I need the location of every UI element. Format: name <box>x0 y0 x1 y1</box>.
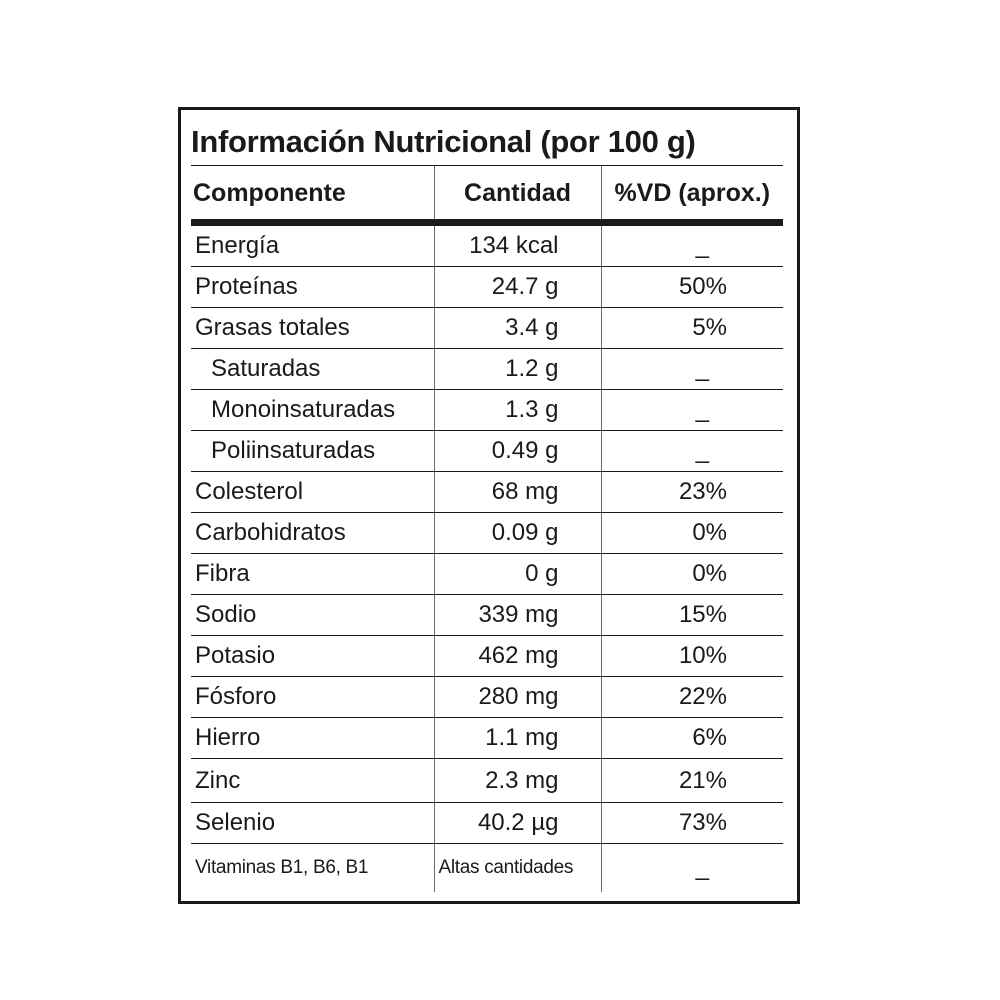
nutrient-daily-value: 50% <box>601 266 783 307</box>
nutrient-name: Energía <box>191 222 434 266</box>
nutrient-daily-value: 0% <box>601 553 783 594</box>
nutrient-daily-value: 5% <box>601 307 783 348</box>
table-row <box>191 758 783 802</box>
nutrient-amount: 339 mg <box>434 594 601 635</box>
nutrient-daily-value: _ <box>601 389 783 430</box>
nutrient-daily-value: _ <box>601 843 783 892</box>
table-row <box>191 266 783 307</box>
column-header-daily-value: %VD (aprox.) <box>601 166 783 222</box>
nutrient-amount: 0.49 g <box>434 430 601 471</box>
table-row <box>191 430 783 471</box>
nutrient-amount: 0 g <box>434 553 601 594</box>
nutrient-amount: 1.3 g <box>434 389 601 430</box>
nutrient-daily-value: 23% <box>601 471 783 512</box>
nutrient-name: Hierro <box>191 717 434 758</box>
nutrient-name: Zinc <box>191 758 434 802</box>
nutrient-daily-value: _ <box>601 430 783 471</box>
nutrient-daily-value: 21% <box>601 758 783 802</box>
nutrient-amount: 1.2 g <box>434 348 601 389</box>
nutrient-name: Grasas totales <box>191 307 434 348</box>
table-row <box>191 307 783 348</box>
nutrient-name: Colesterol <box>191 471 434 512</box>
nutrient-daily-value: 22% <box>601 676 783 717</box>
nutrient-name: Fibra <box>191 553 434 594</box>
nutrient-daily-value: _ <box>601 222 783 266</box>
nutrient-daily-value: _ <box>601 348 783 389</box>
nutrient-amount: 134 kcal <box>434 222 601 266</box>
nutrient-amount: 280 mg <box>434 676 601 717</box>
nutrient-amount: 2.3 mg <box>434 758 601 802</box>
table-row <box>191 512 783 553</box>
column-header-component: Componente <box>191 166 434 222</box>
table-row <box>191 471 783 512</box>
table-row <box>191 843 783 892</box>
nutrient-amount: 0.09 g <box>434 512 601 553</box>
nutrition-table <box>191 166 783 892</box>
table-row <box>191 802 783 843</box>
nutrient-name: Poliinsaturadas <box>191 430 434 471</box>
nutrient-amount: 40.2 µg <box>434 802 601 843</box>
table-row <box>191 389 783 430</box>
nutrient-name: Fósforo <box>191 676 434 717</box>
nutrient-amount: 24.7 g <box>434 266 601 307</box>
nutrient-daily-value: 0% <box>601 512 783 553</box>
column-header-amount: Cantidad <box>434 166 601 222</box>
nutrient-name: Potasio <box>191 635 434 676</box>
table-row <box>191 594 783 635</box>
nutrient-daily-value: 15% <box>601 594 783 635</box>
nutrient-name: Monoinsaturadas <box>191 389 434 430</box>
nutrition-label-title: Información Nutricional (por 100 g) <box>191 124 696 159</box>
nutrient-daily-value: 6% <box>601 717 783 758</box>
nutrient-name: Vitaminas B1, B6, B1 <box>195 856 369 878</box>
nutrient-amount: Altas cantidades <box>434 843 601 892</box>
table-header-row <box>191 166 783 222</box>
table-row <box>191 717 783 758</box>
table-row <box>191 635 783 676</box>
table-row <box>191 222 783 266</box>
nutrient-name: Saturadas <box>191 348 434 389</box>
table-row <box>191 676 783 717</box>
nutrient-amount: 3.4 g <box>434 307 601 348</box>
nutrient-amount: 68 mg <box>434 471 601 512</box>
nutrient-amount: 462 mg <box>434 635 601 676</box>
nutrient-name: Selenio <box>191 802 434 843</box>
nutrient-daily-value: 10% <box>601 635 783 676</box>
table-row <box>191 348 783 389</box>
nutrient-name: Carbohidratos <box>191 512 434 553</box>
nutrient-daily-value: 73% <box>601 802 783 843</box>
nutrient-name: Proteínas <box>191 266 434 307</box>
nutrient-name: Sodio <box>191 594 434 635</box>
table-row <box>191 553 783 594</box>
nutrient-amount: 1.1 mg <box>434 717 601 758</box>
